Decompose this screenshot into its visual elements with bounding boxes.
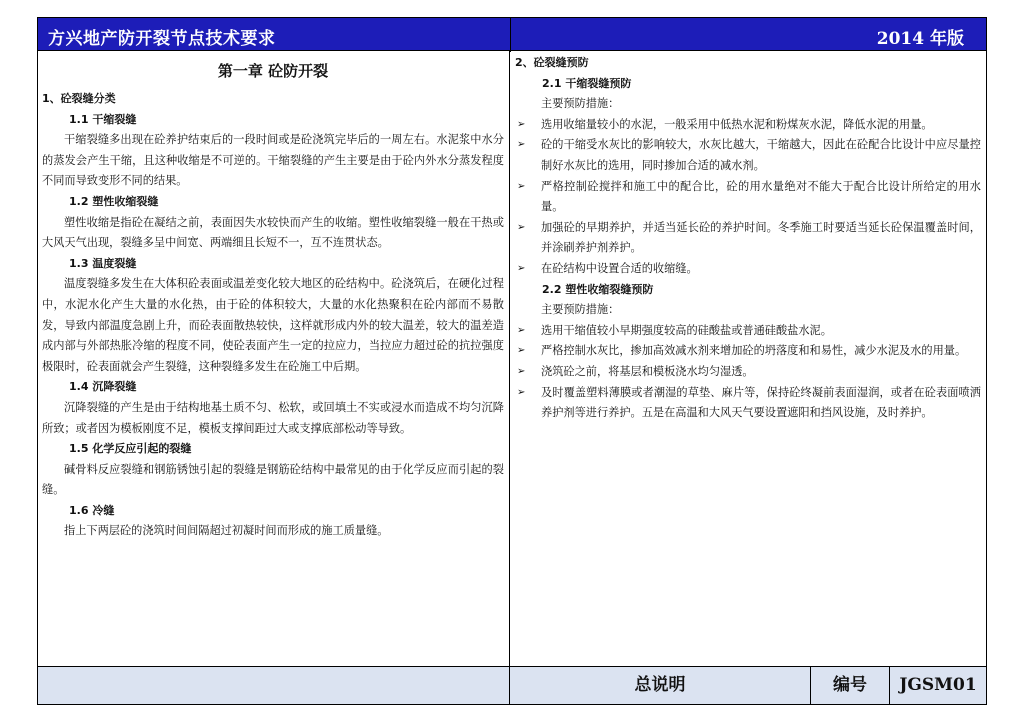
list-item-text: 浇筑砼之前，将基层和模板浇水均匀湿透。 bbox=[541, 364, 754, 378]
document-header bbox=[37, 17, 987, 51]
bullet-icon: ➢ bbox=[517, 386, 526, 398]
bullet-icon: ➢ bbox=[517, 324, 526, 336]
subsection-heading: 1.5 化学反应引起的裂缝 bbox=[69, 442, 192, 456]
paragraph: 干缩裂缝多出现在砼养护结束后的一段时间或是砼浇筑完毕后的一周左右。水泥浆中水分的蒸发会产生干缩，且这种收缩是不可逆的。干缩裂缝的产生主要是由于砼内外水分蒸发程度不同而导致变形不同的结果。 bbox=[42, 133, 504, 188]
section-heading: 2、砼裂缝预防 bbox=[515, 56, 589, 69]
measures-intro: 主要预防措施： bbox=[541, 303, 620, 317]
left-column bbox=[42, 57, 504, 542]
document-title: 方兴地产防开裂节点技术要求 bbox=[48, 29, 276, 49]
paragraph: 碱骨料反应裂缝和钢筋锈蚀引起的裂缝是钢筋砼结构中最常见的由于化学反应而引起的裂缝。 bbox=[42, 462, 504, 497]
edition-label: 2014 年版 bbox=[876, 29, 964, 49]
section-heading: 1、砼裂缝分类 bbox=[42, 92, 116, 105]
list-item-text: 在砼结构中设置合适的收缩缝。 bbox=[541, 261, 698, 275]
subsection-heading: 1.1 干缩裂缝 bbox=[69, 112, 137, 126]
list-item bbox=[515, 259, 981, 280]
measures-list bbox=[515, 115, 981, 280]
list-item bbox=[515, 135, 981, 176]
list-item-text: 砼的干缩受水灰比的影响较大，水灰比越大，干缩越大，因此在砼配合比设计中应尽量控制好水灰比的选用，同时掺加合适的减水剂。 bbox=[541, 138, 981, 172]
paragraph: 沉降裂缝的产生是由于结构地基土质不匀、松软，或回填土不实或浸水而造成不均匀沉降所致；或者因为模板刚度不足，模板支撑间距过大或支撑底部松动等导致。 bbox=[42, 400, 504, 435]
bullet-icon: ➢ bbox=[517, 118, 526, 130]
measures-list bbox=[515, 321, 981, 424]
list-item-text: 及时覆盖塑料薄膜或者潮湿的草垫、麻片等，保持砼终凝前表面湿润，或者在砼表面喷洒养护剂等进行养护。五是在高温和大风天气要设置遮阳和挡风设施，及时养护。 bbox=[541, 385, 981, 420]
subsection-heading: 1.4 沉降裂缝 bbox=[69, 380, 137, 394]
subsection-heading: 2.1 干缩裂缝预防 bbox=[542, 76, 632, 90]
footer-number-label: 编号 bbox=[833, 675, 867, 695]
subsection-heading: 1.2 塑性收缩裂缝 bbox=[69, 194, 159, 208]
footer-label: 总说明 bbox=[634, 675, 686, 695]
bullet-icon: ➢ bbox=[517, 221, 526, 233]
subsection-heading: 1.6 冷缝 bbox=[69, 503, 115, 517]
list-item-text: 严格控制水灰比，掺加高效减水剂来增加砼的坍落度和和易性，减少水泥及水的用量。 bbox=[541, 344, 967, 358]
header-divider bbox=[510, 18, 511, 52]
list-item bbox=[515, 362, 981, 383]
bullet-icon: ➢ bbox=[517, 365, 526, 377]
bullet-icon: ➢ bbox=[517, 139, 526, 151]
list-item-text: 选用干缩值较小早期强度较高的硅酸盐或普通硅酸盐水泥。 bbox=[541, 323, 832, 337]
list-item bbox=[515, 177, 981, 218]
footer-blank-cell bbox=[38, 667, 509, 704]
subsection-heading: 1.3 温度裂缝 bbox=[69, 256, 137, 270]
paragraph: 温度裂缝多发生在大体积砼表面或温差变化较大地区的砼结构中。砼浇筑后，在硬化过程中，水泥水化产生大量的水化热，由于砼的体积较大，大量的水化热聚积在砼内部而不易散发，导致内部温度急剧上升，而砼表面散热较快，这样就形成内外的较大温差，较大的温差造成内部与外部热胀冷缩的程度不同，使砼表面产生一定的拉应力，当拉应力超过砼的抗拉强度极限时，砼表面就会产生裂缝，这种裂缝多发生在砼施工中后期。 bbox=[42, 277, 504, 373]
list-item-text: 选用收缩量较小的水泥，一般采用中低热水泥和粉煤灰水泥，降低水泥的用量。 bbox=[541, 117, 933, 131]
subsection-heading: 2.2 塑性收缩裂缝预防 bbox=[542, 282, 654, 296]
list-item bbox=[515, 383, 981, 424]
list-item bbox=[515, 341, 981, 362]
chapter-title: 第一章 砼防开裂 bbox=[217, 62, 329, 80]
bullet-icon: ➢ bbox=[517, 345, 526, 357]
right-column bbox=[515, 53, 981, 424]
list-item bbox=[515, 218, 981, 259]
paragraph: 塑性收缩是指砼在凝结之前，表面因失水较快而产生的收缩。塑性收缩裂缝一般在干热或大风天气出现，裂缝多呈中间宽、两端细且长短不一，互不连贯状态。 bbox=[42, 215, 504, 250]
list-item bbox=[515, 321, 981, 342]
paragraph: 指上下两层砼的浇筑时间间隔超过初凝时间而形成的施工质量缝。 bbox=[64, 524, 389, 538]
list-item bbox=[515, 115, 981, 136]
list-item-text: 加强砼的早期养护，并适当延长砼的养护时间。冬季施工时要适当延长砼保温覆盖时间，并涂刷养护剂养护。 bbox=[541, 220, 981, 255]
footer-number: JGSM01 bbox=[899, 675, 977, 695]
column-divider bbox=[509, 51, 510, 705]
bullet-icon: ➢ bbox=[517, 262, 526, 274]
bullet-icon: ➢ bbox=[517, 180, 526, 192]
list-item-text: 严格控制砼搅拌和施工中的配合比，砼的用水量绝对不能大于配合比设计所给定的用水量。 bbox=[541, 179, 981, 214]
measures-intro: 主要预防措施： bbox=[541, 97, 620, 111]
